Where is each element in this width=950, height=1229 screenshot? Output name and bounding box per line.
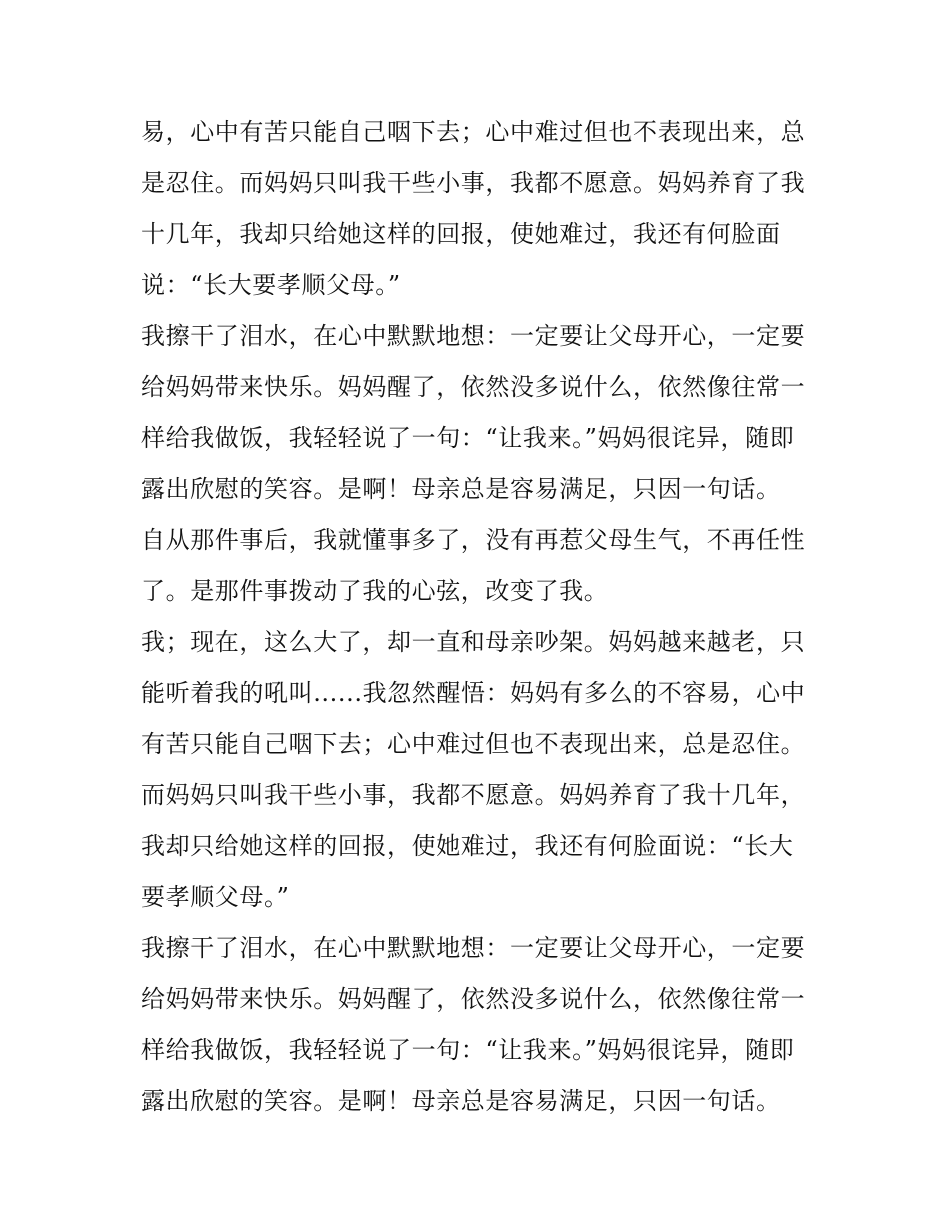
text-line: 露出欣慰的笑容。是啊！母亲总是容易满足，只因一句话。 [141, 475, 781, 503]
text-line: 露出欣慰的笑容。是啊！母亲总是容易满足，只因一句话。 [141, 1087, 781, 1115]
text-line: 易，心中有苦只能自己咽下去；心中难过但也不表现出来，总 [141, 118, 806, 146]
text-line: 我擦干了泪水，在心中默默地想：一定要让父母开心，一定要 [141, 934, 806, 962]
text-line: 了。是那件事拨动了我的心弦，改变了我。 [141, 577, 609, 605]
text-line: 给妈妈带来快乐。妈妈醒了，依然没多说什么，依然像往常一 [141, 373, 806, 401]
text-line: 是忍住。而妈妈只叫我干些小事，我都不愿意。妈妈养育了我 [141, 169, 806, 197]
text-line: 样给我做饭，我轻轻说了一句：“让我来。”妈妈很诧异，随即 [141, 1036, 795, 1064]
text-line: 要孝顺父母。” [141, 883, 290, 911]
text-line: 给妈妈带来快乐。妈妈醒了，依然没多说什么，依然像往常一 [141, 985, 806, 1013]
text-line: 说：“长大要孝顺父母。” [141, 271, 401, 299]
text-line: 样给我做饭，我轻轻说了一句：“让我来。”妈妈很诧异，随即 [141, 424, 795, 452]
text-line: 我；现在，这么大了，却一直和母亲吵架。妈妈越来越老，只 [141, 628, 806, 656]
text-line: 我却只给她这样的回报，使她难过，我还有何脸面说：“长大 [141, 832, 794, 860]
text-line: 自从那件事后，我就懂事多了，没有再惹父母生气，不再任性 [141, 526, 806, 554]
body-text [141, 107, 821, 1127]
text-line: 十几年，我却只给她这样的回报，使她难过，我还有何脸面 [141, 220, 781, 248]
text-line: 我擦干了泪水，在心中默默地想：一定要让父母开心，一定要 [141, 322, 806, 350]
text-line: 而妈妈只叫我干些小事，我都不愿意。妈妈养育了我十几年， [141, 781, 806, 809]
text-line: 有苦只能自己咽下去；心中难过但也不表现出来，总是忍住。 [141, 730, 806, 758]
text-line: 能听着我的吼叫......我忽然醒悟：妈妈有多么的不容易，心中 [141, 679, 806, 707]
